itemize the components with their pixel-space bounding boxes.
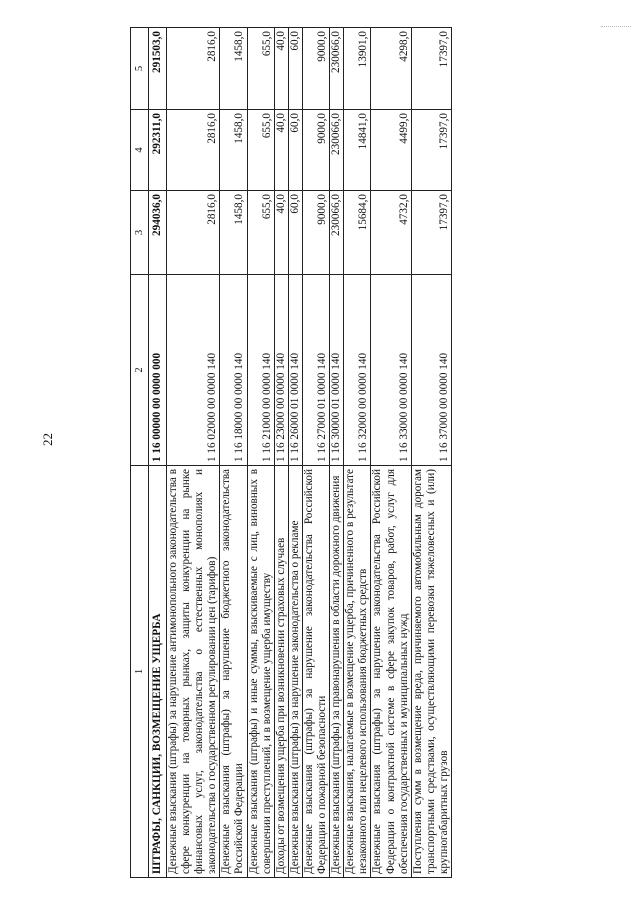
scan-mark <box>601 12 631 27</box>
row-value-5: 13901,0 <box>344 28 371 110</box>
table-row <box>167 28 220 878</box>
table-row <box>288 28 302 878</box>
row-value-3: 655,0 <box>247 191 274 275</box>
revenue-table <box>130 28 625 878</box>
row-value-4: 655,0 <box>247 110 274 191</box>
row-code: 1 16 23000 00 0000 140 <box>274 275 288 466</box>
row-code: 1 16 02000 00 0000 140 <box>167 275 220 466</box>
column-number: 5 <box>131 28 149 110</box>
row-value-5: 2816,0 <box>167 28 220 110</box>
row-value-5: 40,0 <box>274 28 288 110</box>
row-name: Денежные взыскания (штрафы) за нарушение законодательства Российской Федерации о контрактной системе в сфере закупок товаров, работ, услуг для обеспечения государственных и муниципальных нужд <box>371 466 411 878</box>
row-value-3: 1458,0 <box>220 191 247 275</box>
table-row <box>302 28 329 878</box>
section-value-3: 294036,0 <box>149 191 167 275</box>
row-name: Поступления сумм в возмещение вреда, причиняемого автомобильным дорогам транспортными средствами, осуществляющими перевозки тяжеловесных и (или) крупногабаритных грузов <box>411 466 451 878</box>
table-row <box>344 28 371 878</box>
column-number: 4 <box>131 110 149 191</box>
table-row <box>371 28 411 878</box>
row-name: Денежные взыскания (штрафы) за нарушение законодательства Российской Федерации о пожарной безопасности <box>302 466 329 878</box>
row-value-3: 4732,0 <box>371 191 411 275</box>
table-row <box>274 28 288 878</box>
row-value-4: 40,0 <box>274 110 288 191</box>
row-code: 1 16 27000 01 0000 140 <box>302 275 329 466</box>
row-value-4: 9000,0 <box>302 110 329 191</box>
column-number: 3 <box>131 191 149 275</box>
row-value-4: 4499,0 <box>371 110 411 191</box>
row-value-4: 60,0 <box>288 110 302 191</box>
row-value-5: 4298,0 <box>371 28 411 110</box>
row-value-3: 40,0 <box>274 191 288 275</box>
row-code: 1 16 32000 00 0000 140 <box>344 275 371 466</box>
table-row <box>330 28 344 878</box>
row-name: Денежные взыскания (штрафы) за правонарушения в области дорожного движения <box>330 466 344 878</box>
row-value-4: 17397,0 <box>411 110 451 191</box>
row-name: Денежные взыскания (штрафы) за нарушение антимонопольного законодательства в сфере конкуренции на товарных рынках, защиты конкуренции на рынке финансовых услуг, законодательства о естественных монополиях и законодательства о государственном регулировании цен (тарифов) <box>167 466 220 878</box>
row-code: 1 16 33000 00 0000 140 <box>371 275 411 466</box>
row-name: Денежные взыскания (штрафы) за нарушение бюджетного законодательства Российской Федерации <box>220 466 247 878</box>
table-row <box>247 28 274 878</box>
table-row <box>220 28 247 878</box>
row-value-5: 9000,0 <box>302 28 329 110</box>
row-value-3: 17397,0 <box>411 191 451 275</box>
row-value-4: 230066,0 <box>330 110 344 191</box>
row-value-5: 60,0 <box>288 28 302 110</box>
row-value-4: 1458,0 <box>220 110 247 191</box>
row-code: 1 16 37000 00 0000 140 <box>411 275 451 466</box>
row-code: 1 16 30000 01 0000 140 <box>330 275 344 466</box>
page-number: 22 <box>40 433 55 446</box>
table-row <box>411 28 451 878</box>
row-code: 1 16 18000 00 0000 140 <box>220 275 247 466</box>
row-value-3: 230066,0 <box>330 191 344 275</box>
row-value-3: 60,0 <box>288 191 302 275</box>
row-value-5: 655,0 <box>247 28 274 110</box>
row-value-5: 17397,0 <box>411 28 451 110</box>
row-name: Денежные взыскания (штрафы) за нарушение законодательства о рекламе <box>288 466 302 878</box>
row-value-4: 14841,0 <box>344 110 371 191</box>
row-name: Денежные взыскания, налагаемые в возмещение ущерба, причиненного в результате незаконного или нецелевого использования бюджетных средств <box>344 466 371 878</box>
row-value-5: 1458,0 <box>220 28 247 110</box>
row-code: 1 16 26000 01 0000 140 <box>288 275 302 466</box>
column-number-row <box>131 28 149 878</box>
fines-table <box>130 27 452 878</box>
row-code: 1 16 21000 00 0000 140 <box>247 275 274 466</box>
section-row <box>149 28 167 878</box>
row-value-3: 2816,0 <box>167 191 220 275</box>
row-name: Денежные взыскания (штрафы) и иные суммы, взыскиваемые с лиц, виновных в совершении преступлений, и в возмещение ущерба имуществу <box>247 466 274 878</box>
row-value-3: 9000,0 <box>302 191 329 275</box>
column-number: 1 <box>131 466 149 878</box>
row-value-3: 15684,0 <box>344 191 371 275</box>
row-name: Доходы от возмещения ущерба при возникновении страховых случаев <box>274 466 288 878</box>
row-value-4: 2816,0 <box>167 110 220 191</box>
section-value-5: 291503,0 <box>149 28 167 110</box>
row-value-5: 230066,0 <box>330 28 344 110</box>
section-code: 1 16 00000 00 0000 000 <box>149 275 167 466</box>
section-value-4: 292311,0 <box>149 110 167 191</box>
section-title: ШТРАФЫ, САНКЦИИ, ВОЗМЕЩЕНИЕ УЩЕРБА <box>149 466 167 878</box>
column-number: 2 <box>131 275 149 466</box>
